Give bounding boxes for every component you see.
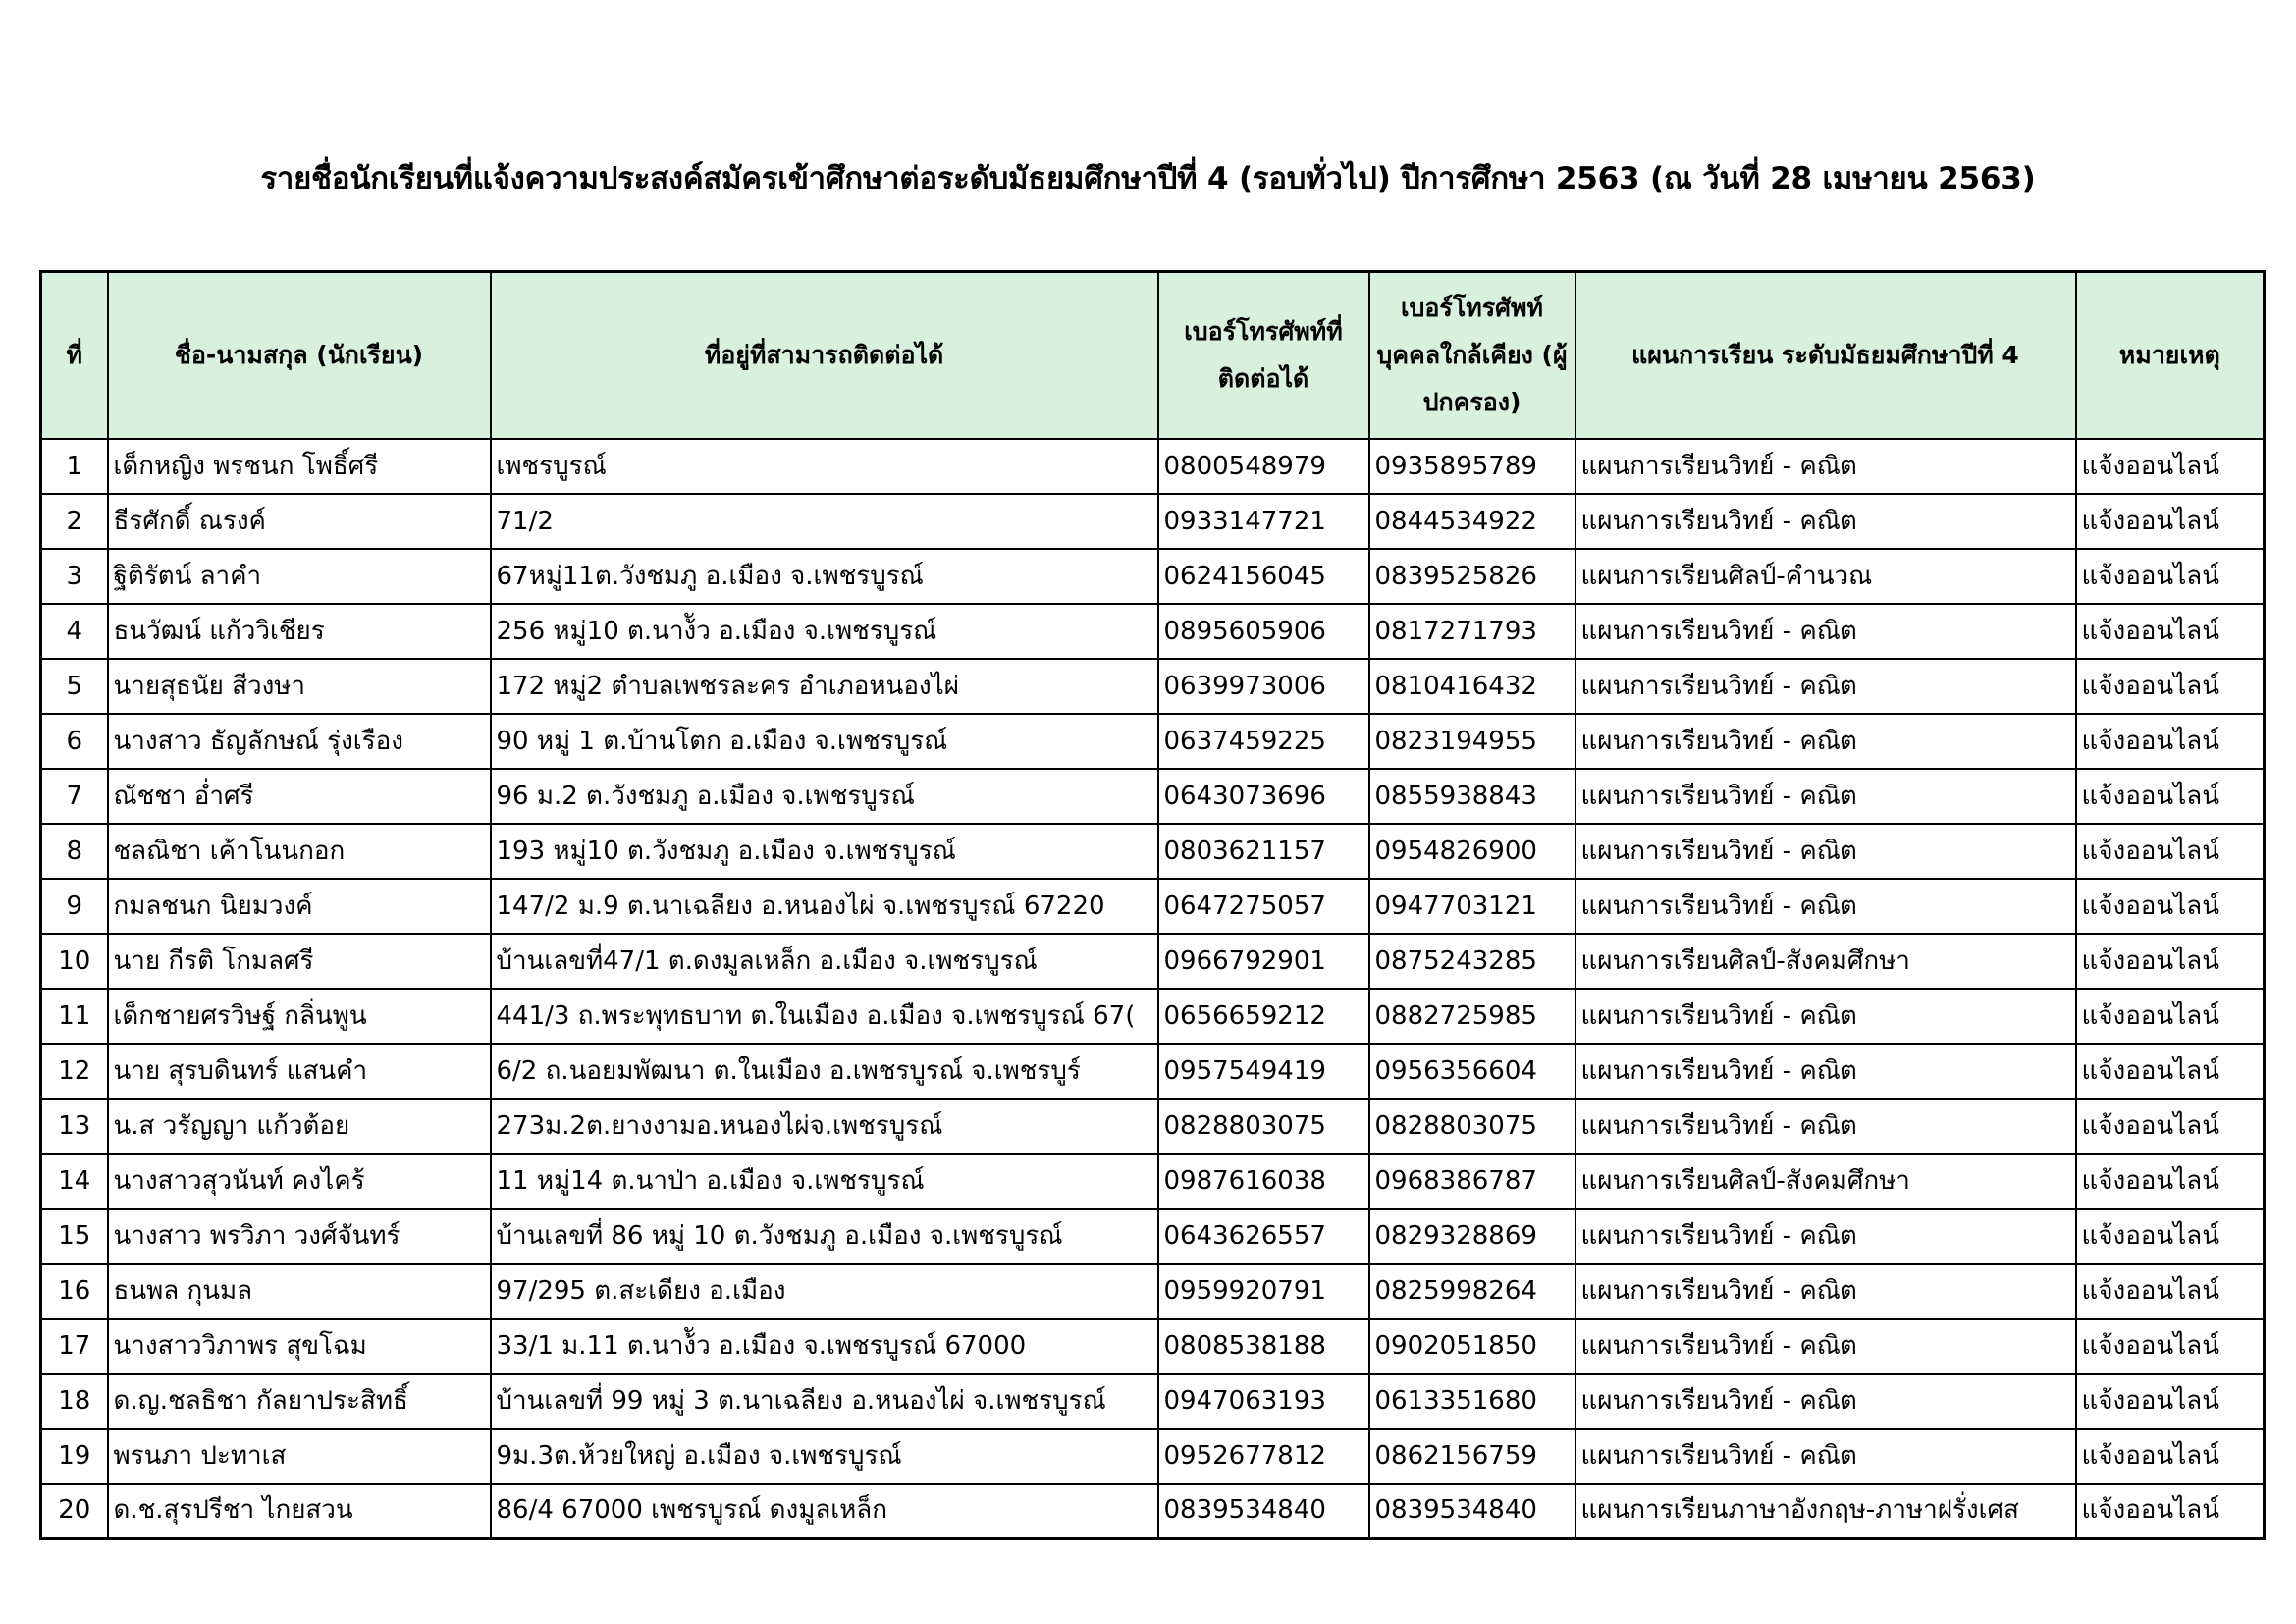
cell-no: 5 bbox=[41, 659, 108, 714]
cell-note: แจ้งออนไลน์ bbox=[2076, 439, 2265, 494]
cell-phone: 0637459225 bbox=[1158, 714, 1369, 769]
cell-plan: แผนการเรียนวิทย์ - คณิต bbox=[1575, 659, 2076, 714]
cell-note: แจ้งออนไลน์ bbox=[2076, 934, 2265, 989]
cell-guardian-phone: 0825998264 bbox=[1369, 1264, 1575, 1319]
cell-note: แจ้งออนไลน์ bbox=[2076, 604, 2265, 659]
cell-no: 13 bbox=[41, 1099, 108, 1154]
cell-guardian-phone: 0956356604 bbox=[1369, 1044, 1575, 1099]
cell-name: พรนภา ปะทาเส bbox=[108, 1429, 491, 1484]
cell-no: 10 bbox=[41, 934, 108, 989]
cell-guardian-phone: 0839534840 bbox=[1369, 1484, 1575, 1539]
header-note bbox=[2076, 272, 2265, 439]
table-row bbox=[41, 1264, 2265, 1319]
cell-address: 96 ม.2 ต.วังชมภู อ.เมือง จ.เพชรบูรณ์ bbox=[491, 769, 1158, 824]
cell-no: 6 bbox=[41, 714, 108, 769]
cell-phone: 0966792901 bbox=[1158, 934, 1369, 989]
cell-name: นาย กีรติ โกมลศรี bbox=[108, 934, 491, 989]
table-header-row bbox=[41, 272, 2265, 439]
cell-plan: แผนการเรียนศิลป์-สังคมศึกษา bbox=[1575, 1154, 2076, 1209]
table-row bbox=[41, 604, 2265, 659]
cell-phone: 0933147721 bbox=[1158, 494, 1369, 549]
table-row bbox=[41, 769, 2265, 824]
cell-note: แจ้งออนไลน์ bbox=[2076, 1374, 2265, 1429]
table-row bbox=[41, 714, 2265, 769]
cell-plan: แผนการเรียนวิทย์ - คณิต bbox=[1575, 989, 2076, 1044]
cell-phone: 0647275057 bbox=[1158, 879, 1369, 934]
table-row bbox=[41, 1154, 2265, 1209]
cell-phone: 0643073696 bbox=[1158, 769, 1369, 824]
cell-address: 273ม.2ต.ยางงามอ.หนองไผ่จ.เพชรบูรณ์ bbox=[491, 1099, 1158, 1154]
cell-guardian-phone: 0810416432 bbox=[1369, 659, 1575, 714]
cell-plan: แผนการเรียนวิทย์ - คณิต bbox=[1575, 879, 2076, 934]
cell-name: นางสาววิภาพร สุขโฉม bbox=[108, 1319, 491, 1374]
cell-address: 90 หมู่ 1 ต.บ้านโตก อ.เมือง จ.เพชรบูรณ์ bbox=[491, 714, 1158, 769]
table-row bbox=[41, 1374, 2265, 1429]
table-row bbox=[41, 1209, 2265, 1264]
cell-name: ธีรศักดิ์ ณรงค์ bbox=[108, 494, 491, 549]
cell-address: บ้านเลขที่ 99 หมู่ 3 ต.นาเฉลียง อ.หนองไผ่ จ.เพชรบูรณ์ bbox=[491, 1374, 1158, 1429]
cell-name: นางสาว ธัญลักษณ์ รุ่งเรือง bbox=[108, 714, 491, 769]
header-address bbox=[491, 272, 1158, 439]
cell-note: แจ้งออนไลน์ bbox=[2076, 659, 2265, 714]
cell-name: เด็กชายศรวิษฐ์ กลิ่นพูน bbox=[108, 989, 491, 1044]
cell-guardian-phone: 0968386787 bbox=[1369, 1154, 1575, 1209]
cell-phone: 0957549419 bbox=[1158, 1044, 1369, 1099]
cell-name: นายสุธนัย สีวงษา bbox=[108, 659, 491, 714]
header-name-label: ชื่อ-นามสกุล (นักเรียน) bbox=[174, 340, 424, 369]
cell-plan: แผนการเรียนวิทย์ - คณิต bbox=[1575, 604, 2076, 659]
cell-note: แจ้งออนไลน์ bbox=[2076, 1154, 2265, 1209]
cell-note: แจ้งออนไลน์ bbox=[2076, 1099, 2265, 1154]
cell-plan: แผนการเรียนวิทย์ - คณิต bbox=[1575, 1319, 2076, 1374]
cell-no: 20 bbox=[41, 1484, 108, 1539]
cell-no: 18 bbox=[41, 1374, 108, 1429]
cell-note: แจ้งออนไลน์ bbox=[2076, 989, 2265, 1044]
cell-guardian-phone: 0954826900 bbox=[1369, 824, 1575, 879]
cell-guardian-phone: 0844534922 bbox=[1369, 494, 1575, 549]
cell-phone: 0839534840 bbox=[1158, 1484, 1369, 1539]
cell-plan: แผนการเรียนภาษาอังกฤษ-ภาษาฝรั่งเศส bbox=[1575, 1484, 2076, 1539]
cell-name: ด.ญ.ชลธิชา กัลยาประสิทธิ์ bbox=[108, 1374, 491, 1429]
cell-plan: แผนการเรียนวิทย์ - คณิต bbox=[1575, 714, 2076, 769]
cell-guardian-phone: 0947703121 bbox=[1369, 879, 1575, 934]
cell-note: แจ้งออนไลน์ bbox=[2076, 769, 2265, 824]
cell-no: 15 bbox=[41, 1209, 108, 1264]
cell-name: ฐิติรัตน์ ลาคำ bbox=[108, 549, 491, 604]
cell-name: เด็กหญิง พรชนก โพธิ์ศรี bbox=[108, 439, 491, 494]
table-row bbox=[41, 989, 2265, 1044]
cell-phone: 0947063193 bbox=[1158, 1374, 1369, 1429]
table-row bbox=[41, 439, 2265, 494]
cell-phone: 0895605906 bbox=[1158, 604, 1369, 659]
cell-guardian-phone: 0882725985 bbox=[1369, 989, 1575, 1044]
cell-note: แจ้งออนไลน์ bbox=[2076, 1044, 2265, 1099]
table-row bbox=[41, 549, 2265, 604]
cell-address: บ้านเลขที่47/1 ต.ดงมูลเหล็ก อ.เมือง จ.เพชรบูรณ์ bbox=[491, 934, 1158, 989]
cell-guardian-phone: 0839525826 bbox=[1369, 549, 1575, 604]
cell-note: แจ้งออนไลน์ bbox=[2076, 549, 2265, 604]
cell-guardian-phone: 0829328869 bbox=[1369, 1209, 1575, 1264]
cell-name: ธนวัฒน์ แก้ววิเชียร bbox=[108, 604, 491, 659]
cell-no: 3 bbox=[41, 549, 108, 604]
cell-address: เพชรบูรณ์ bbox=[491, 439, 1158, 494]
cell-name: นาย สุรบดินทร์ แสนคำ bbox=[108, 1044, 491, 1099]
cell-no: 17 bbox=[41, 1319, 108, 1374]
cell-plan: แผนการเรียนวิทย์ - คณิต bbox=[1575, 439, 2076, 494]
cell-no: 12 bbox=[41, 1044, 108, 1099]
cell-phone: 0656659212 bbox=[1158, 989, 1369, 1044]
cell-guardian-phone: 0902051850 bbox=[1369, 1319, 1575, 1374]
header-phone-label: เบอร์โทรศัพท์ที่ติดต่อได้ bbox=[1184, 316, 1343, 393]
cell-plan: แผนการเรียนวิทย์ - คณิต bbox=[1575, 494, 2076, 549]
cell-address: 9ม.3ต.ห้วยใหญ่ อ.เมือง จ.เพชรบูรณ์ bbox=[491, 1429, 1158, 1484]
cell-note: แจ้งออนไลน์ bbox=[2076, 824, 2265, 879]
cell-address: 67หมู่11ต.วังชมภู อ.เมือง จ.เพชรบูรณ์ bbox=[491, 549, 1158, 604]
table-row bbox=[41, 1099, 2265, 1154]
table-row bbox=[41, 494, 2265, 549]
cell-address: 172 หมู่2 ตำบลเพชรละคร อำเภอหนองไผ่ bbox=[491, 659, 1158, 714]
header-guardian-phone-label: เบอร์โทรศัพท์บุคคลใกล้เคียง (ผู้ปกครอง) bbox=[1376, 293, 1568, 416]
cell-phone: 0828803075 bbox=[1158, 1099, 1369, 1154]
table-row bbox=[41, 1429, 2265, 1484]
cell-plan: แผนการเรียนวิทย์ - คณิต bbox=[1575, 1099, 2076, 1154]
cell-no: 14 bbox=[41, 1154, 108, 1209]
header-plan bbox=[1575, 272, 2076, 439]
cell-phone: 0624156045 bbox=[1158, 549, 1369, 604]
cell-phone: 0800548979 bbox=[1158, 439, 1369, 494]
cell-address: 11 หมู่14 ต.นาป่า อ.เมือง จ.เพชรบูรณ์ bbox=[491, 1154, 1158, 1209]
table-row bbox=[41, 824, 2265, 879]
cell-address: 193 หมู่10 ต.วังชมภู อ.เมือง จ.เพชรบูรณ์ bbox=[491, 824, 1158, 879]
cell-guardian-phone: 0613351680 bbox=[1369, 1374, 1575, 1429]
cell-phone: 0808538188 bbox=[1158, 1319, 1369, 1374]
header-phone bbox=[1158, 272, 1369, 439]
cell-address: 71/2 bbox=[491, 494, 1158, 549]
cell-name: ณัชชา อ่ำศรี bbox=[108, 769, 491, 824]
cell-name: ธนพล กุนมล bbox=[108, 1264, 491, 1319]
table-row bbox=[41, 1484, 2265, 1539]
cell-name: ชลณิชา เค้าโนนกอก bbox=[108, 824, 491, 879]
cell-phone: 0639973006 bbox=[1158, 659, 1369, 714]
cell-no: 1 bbox=[41, 439, 108, 494]
cell-guardian-phone: 0862156759 bbox=[1369, 1429, 1575, 1484]
table-row bbox=[41, 934, 2265, 989]
cell-no: 16 bbox=[41, 1264, 108, 1319]
cell-address: 33/1 ม.11 ต.นาง้ัว อ.เมือง จ.เพชรบูรณ์ 67000 bbox=[491, 1319, 1158, 1374]
cell-plan: แผนการเรียนวิทย์ - คณิต bbox=[1575, 824, 2076, 879]
header-plan-label: แผนการเรียน ระดับมัธยมศึกษาปีที่ 4 bbox=[1631, 340, 2019, 369]
cell-address: 256 หมู่10 ต.นาง้ัว อ.เมือง จ.เพชรบูรณ์ bbox=[491, 604, 1158, 659]
cell-address: 147/2 ม.9 ต.นาเฉลียง อ.หนองไผ่ จ.เพชรบูรณ์ 67220 bbox=[491, 879, 1158, 934]
cell-note: แจ้งออนไลน์ bbox=[2076, 1484, 2265, 1539]
cell-note: แจ้งออนไลน์ bbox=[2076, 879, 2265, 934]
cell-plan: แผนการเรียนศิลป์-สังคมศึกษา bbox=[1575, 934, 2076, 989]
cell-address: บ้านเลขที่ 86 หมู่ 10 ต.วังชมภู อ.เมือง จ.เพชรบูรณ์ bbox=[491, 1209, 1158, 1264]
student-roster-table bbox=[39, 270, 2266, 1540]
cell-plan: แผนการเรียนศิลป์-คำนวณ bbox=[1575, 549, 2076, 604]
cell-no: 7 bbox=[41, 769, 108, 824]
document-title: รายชื่อนักเรียนที่แจ้งความประสงค์สมัครเข้าศึกษาต่อระดับมัธยมศึกษาปีที่ 4 (รอบทั่วไป) ปีการศึกษา 2563 (ณ วันที่ 28 เมษายน 2563) bbox=[260, 161, 2036, 196]
cell-address: 6/2 ถ.นอยมพัฒนา ต.ในเมือง อ.เพชรบูรณ์ จ.เพชรบูร์ bbox=[491, 1044, 1158, 1099]
header-note-label: หมายเหตุ bbox=[2118, 340, 2220, 369]
cell-plan: แผนการเรียนวิทย์ - คณิต bbox=[1575, 1374, 2076, 1429]
cell-plan: แผนการเรียนวิทย์ - คณิต bbox=[1575, 769, 2076, 824]
table-row bbox=[41, 879, 2265, 934]
cell-address: 86/4 67000 เพชรบูรณ์ ดงมูลเหล็ก bbox=[491, 1484, 1158, 1539]
cell-name: นางสาว พรวิภา วงศ์จันทร์ bbox=[108, 1209, 491, 1264]
cell-phone: 0959920791 bbox=[1158, 1264, 1369, 1319]
cell-name: กมลชนก นิยมวงค์ bbox=[108, 879, 491, 934]
cell-plan: แผนการเรียนวิทย์ - คณิต bbox=[1575, 1429, 2076, 1484]
cell-guardian-phone: 0817271793 bbox=[1369, 604, 1575, 659]
cell-name: น.ส วรัญญา แก้วต้อย bbox=[108, 1099, 491, 1154]
table-row bbox=[41, 659, 2265, 714]
cell-name: ด.ช.สุรปรีชา ไกยสวน bbox=[108, 1484, 491, 1539]
header-name bbox=[108, 272, 491, 439]
cell-plan: แผนการเรียนวิทย์ - คณิต bbox=[1575, 1209, 2076, 1264]
table-row bbox=[41, 1044, 2265, 1099]
cell-address: 441/3 ถ.พระพุทธบาท ต.ในเมือง อ.เมือง จ.เพชรบูรณ์ 67( bbox=[491, 989, 1158, 1044]
header-no-label: ที่ bbox=[66, 340, 82, 369]
cell-no: 11 bbox=[41, 989, 108, 1044]
cell-phone: 0643626557 bbox=[1158, 1209, 1369, 1264]
cell-no: 19 bbox=[41, 1429, 108, 1484]
cell-no: 8 bbox=[41, 824, 108, 879]
cell-note: แจ้งออนไลน์ bbox=[2076, 494, 2265, 549]
cell-phone: 0803621157 bbox=[1158, 824, 1369, 879]
cell-guardian-phone: 0855938843 bbox=[1369, 769, 1575, 824]
cell-guardian-phone: 0828803075 bbox=[1369, 1099, 1575, 1154]
cell-guardian-phone: 0935895789 bbox=[1369, 439, 1575, 494]
cell-plan: แผนการเรียนวิทย์ - คณิต bbox=[1575, 1044, 2076, 1099]
cell-phone: 0987616038 bbox=[1158, 1154, 1369, 1209]
cell-name: นางสาวสุวนันท์ คงไคร้ bbox=[108, 1154, 491, 1209]
cell-guardian-phone: 0875243285 bbox=[1369, 934, 1575, 989]
header-address-label: ที่อยู่ที่สามารถติดต่อได้ bbox=[704, 340, 944, 369]
header-guardian-phone bbox=[1369, 272, 1575, 439]
cell-note: แจ้งออนไลน์ bbox=[2076, 714, 2265, 769]
cell-address: 97/295 ต.สะเดียง อ.เมือง bbox=[491, 1264, 1158, 1319]
header-no bbox=[41, 272, 108, 439]
cell-no: 9 bbox=[41, 879, 108, 934]
table-row bbox=[41, 1319, 2265, 1374]
cell-plan: แผนการเรียนวิทย์ - คณิต bbox=[1575, 1264, 2076, 1319]
cell-note: แจ้งออนไลน์ bbox=[2076, 1209, 2265, 1264]
cell-phone: 0952677812 bbox=[1158, 1429, 1369, 1484]
cell-no: 2 bbox=[41, 494, 108, 549]
cell-note: แจ้งออนไลน์ bbox=[2076, 1319, 2265, 1374]
cell-no: 4 bbox=[41, 604, 108, 659]
cell-note: แจ้งออนไลน์ bbox=[2076, 1429, 2265, 1484]
cell-guardian-phone: 0823194955 bbox=[1369, 714, 1575, 769]
cell-note: แจ้งออนไลน์ bbox=[2076, 1264, 2265, 1319]
